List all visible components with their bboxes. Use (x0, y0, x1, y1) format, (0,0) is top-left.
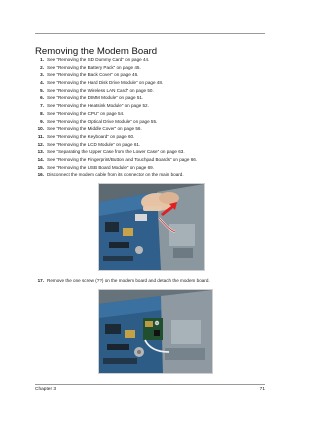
step-number: 3. (40, 72, 44, 78)
step-text: See “Removing the USB Board Module” on page 69. (47, 164, 154, 170)
footer-chapter: Chapter 3 (35, 387, 57, 392)
step-number: 17. (37, 278, 44, 283)
step-number: 9. (40, 118, 44, 124)
step-number: 12. (37, 141, 44, 147)
list-item (35, 87, 275, 95)
list-item (35, 102, 275, 110)
list-item (35, 94, 275, 102)
list-item (35, 110, 275, 118)
list-item (35, 156, 275, 164)
step-text: See “Removing the SD Dummy Card” on page 44. (47, 57, 150, 62)
modem-cable-photo (98, 183, 205, 271)
step-text: See “Removing the DIMM Module” on page 51. (47, 95, 144, 101)
header-rule (35, 33, 265, 34)
step-number: 2. (40, 64, 44, 70)
step-number: 5. (40, 87, 44, 93)
step-number: 4. (40, 80, 44, 86)
step-number: 14. (37, 156, 44, 162)
step-text: See “Removing the Battery Pack” on page 45. (47, 64, 141, 70)
step-list (35, 56, 275, 179)
step-number: 8. (40, 110, 44, 116)
step-number: 6. (40, 95, 44, 101)
step-text: See “Removing the Heatsink Module” on page 52. (47, 103, 149, 109)
step-text: See “Removing the LCD Module” on page 61. (47, 141, 141, 147)
step-text: See “Removing the CPU” on page 54. (47, 110, 125, 116)
list-item (35, 56, 275, 64)
list-item (35, 133, 275, 141)
step-number: 13. (37, 149, 44, 155)
step-text: Disconnect the modem cable from its connector on the main board. (47, 172, 184, 178)
step-text: See “Separating the Upper Case from the Lower Case” on page 63. (47, 149, 185, 155)
step-number: 10. (37, 126, 44, 132)
step-number: 15. (37, 164, 44, 170)
step-text: Remove the one screw (??) on the modem board and detach the modem board. (47, 278, 210, 283)
step-text: See “Removing the Keyboard” on page 60. (47, 133, 135, 139)
list-item (35, 164, 275, 172)
footer-page-number: 71 (259, 387, 265, 392)
footer-rule (35, 384, 265, 385)
modem-board-screw-photo (98, 289, 213, 374)
step-number: 11. (37, 133, 44, 139)
step-text: See “Removing the Back Cover” on page 46. (47, 72, 139, 78)
list-item (35, 148, 275, 156)
step-text: See “Removing the Middle Cover” on page 56. (47, 126, 142, 132)
list-item (35, 79, 275, 87)
list-item (35, 277, 210, 284)
step-number: 7. (40, 103, 44, 109)
section-title: Removing the Modem Board (35, 46, 158, 58)
list-item (35, 64, 275, 72)
step-number: 16. (37, 172, 44, 178)
list-item (35, 141, 275, 149)
step-text: See “Removing the Hard Disk Drive Module” on page 48. (47, 80, 164, 86)
step-number: 1. (40, 57, 44, 62)
list-item (35, 125, 275, 133)
list-item (35, 171, 275, 179)
list-item (35, 118, 275, 126)
step-text: See “Removing the Optical Drive Module” on page 55. (47, 118, 158, 124)
step-text: See “Removing the Fingerprint/Button and Touchpad Boards” on page 66. (47, 156, 198, 162)
list-item (35, 71, 275, 79)
step-text: See “Removing the Wireless LAN Card” on page 50. (47, 87, 154, 93)
